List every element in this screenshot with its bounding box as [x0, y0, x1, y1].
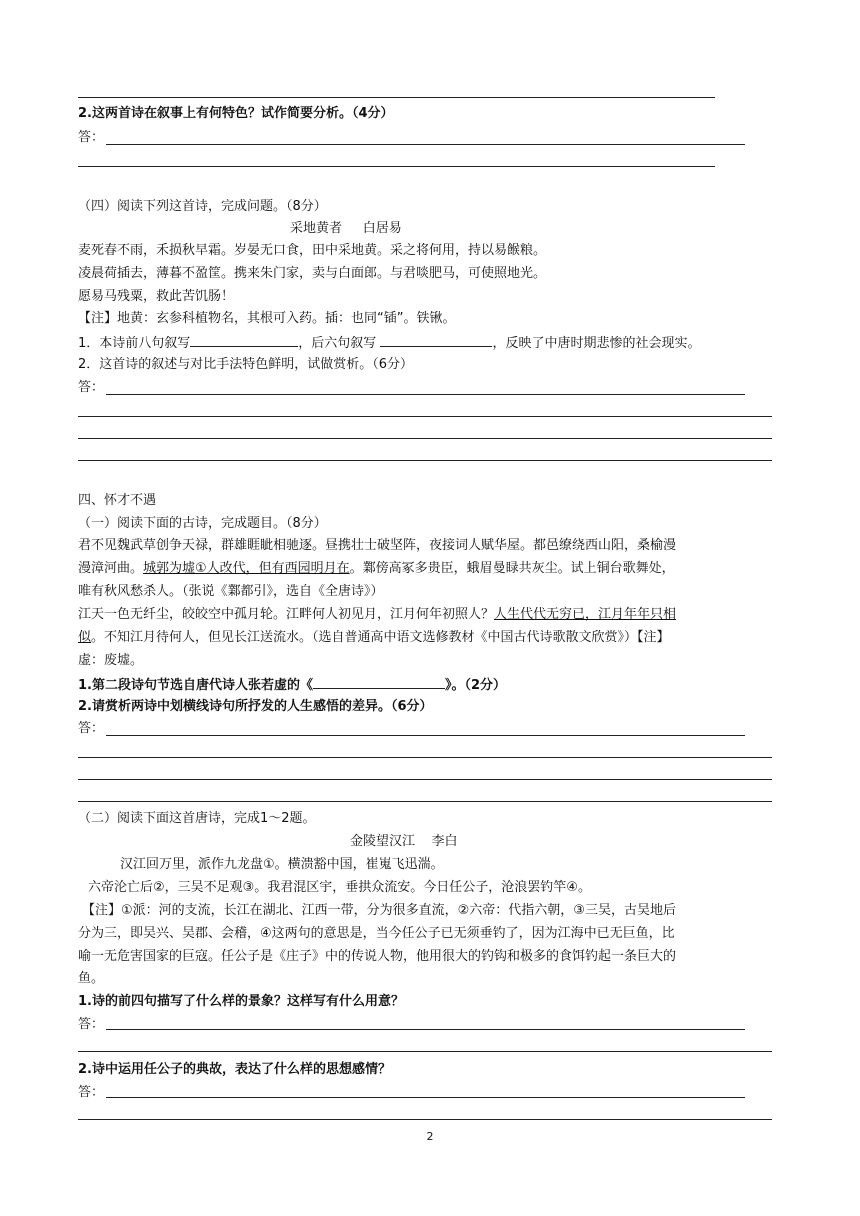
question-1-part-a: 1．本诗前八句叙写: [78, 336, 191, 351]
fill-blank[interactable]: [313, 676, 445, 689]
question-1-part-b: ，后六句叙写: [298, 336, 377, 351]
poem-note: 分为三，即吴兴、吴郡、会稽，④这两句的意思是，当今任公子已无须垂钓了，因为江海中已无巨鱼，比: [78, 926, 675, 941]
question-1-fill: [78, 334, 700, 352]
answer-line: [106, 735, 745, 736]
question-2: 2．这首诗的叙述与对比手法特色鲜明，试做赏析。（6分）: [78, 357, 414, 372]
question-1-part-c: ，反映了中唐时期悲惨的社会现实。: [492, 336, 701, 351]
poem-text-line: [78, 630, 670, 646]
answer-line: [78, 97, 715, 98]
answer-line: [78, 757, 772, 758]
answer-label: 答：: [78, 721, 105, 736]
text-segment: 漫漳河曲。: [78, 561, 144, 576]
text-segment: 江天一色无纤尘，皎皎空中孤月轮。江畔何人初见月，江月何年初照人？: [78, 607, 495, 622]
text-segment: 。不知江月待何人，但见长江送流水。（选自普通高中语文选修教材《中国古代诗歌散文欣赏》）【注】: [91, 630, 670, 645]
answer-line: [78, 1051, 772, 1052]
question-2: 2.诗中运用任公子的典故，表达了什么样的思想感情？: [78, 1062, 391, 1077]
answer-label: 答：: [78, 1017, 105, 1032]
page-number: 2: [426, 1130, 434, 1143]
fill-blank[interactable]: [380, 334, 492, 347]
poem-text-line: 君不见魏武草创争天禄，群雄睚眦相驰逐。昼携壮士破坚阵，夜接词人赋华屋。都邑缭绕西山阳，桑榆漫: [78, 538, 677, 553]
question-1-fill: [78, 676, 506, 694]
poem-note: 【注】①派：河的支流，长江在湖北、江西一带，分为很多直流，②六帝：代指六朝，③三吴，古吴地后: [82, 903, 676, 918]
answer-label: 答：: [78, 380, 105, 395]
answer-label: 答：: [78, 1085, 105, 1100]
poem-author: 李白: [431, 834, 458, 849]
answer-line: [78, 460, 772, 461]
fill-blank[interactable]: [190, 334, 298, 347]
answer-line: [78, 801, 772, 802]
subsection-heading: （一）阅读下面的古诗，完成题目。（8分）: [78, 516, 327, 531]
question-2: 2.请赏析两诗中划横线诗句所抒发的人生感悟的差异。（6分）: [78, 699, 433, 714]
question-1: 1.诗的前四句描写了什么样的景象？这样写有什么用意？: [78, 994, 404, 1009]
underlined-verse: 人生代代无穷已，江月年年只相: [494, 607, 677, 622]
subsection-heading: （二）阅读下面这首唐诗，完成1～2题。: [78, 811, 316, 826]
poem-note: 喻一无危害国家的巨寇。任公子是《庄子》中的传说人物，他用很大的钓钩和极多的食饵钓起一条巨大的: [78, 949, 677, 964]
underlined-verse: 城郭为墟①人改代，但有西园明月在: [143, 561, 350, 576]
poem-line: 汉江回万里，派作九龙盘①。横溃豁中国，崔嵬飞迅湍。: [120, 857, 444, 872]
answer-label: 答：: [78, 130, 105, 145]
poem-line: 麦死春不雨，禾损秋早霜。岁晏无口食，田中采地黄。采之将何用，持以易餱粮。: [78, 243, 547, 258]
poem-title: [350, 834, 458, 850]
poem-text-line: 虚：废墟。: [78, 653, 144, 668]
poem-line: 愿易马残粟，救此苦饥肠！: [78, 289, 235, 304]
poem-author: 白居易: [362, 221, 402, 236]
answer-line: [106, 394, 745, 395]
answer-line: [106, 1029, 745, 1030]
poem-note: 鱼。: [78, 971, 105, 986]
poem-text-line: 唯有秋风愁杀人。（张说《鄴都引》，选自《全唐诗》）: [78, 584, 384, 599]
text-segment: 。鄴傍高冢多贵臣，蛾眉曼睩共灰尘。试上铜台歌舞处，: [349, 561, 675, 576]
poem-note: 【注】地黄：玄参科植物名，其根可入药。插：也同“锸”。铁锹。: [78, 311, 456, 326]
poem-text-line: [78, 607, 676, 623]
answer-line: [78, 416, 772, 417]
poem-title: [290, 221, 402, 237]
answer-line: [78, 438, 772, 439]
question-part-a: 1.第二段诗句节选自唐代诗人张若虚的《: [78, 678, 313, 693]
answer-line: [106, 1097, 745, 1098]
poem-title-text: 金陵望汉江: [350, 834, 416, 849]
poem-line: 六帝沦亡后②，三吴不足观③。我君混区宇，垂拱众流安。今日任公子，沧浪罢钓竿④。: [88, 880, 591, 895]
answer-line: [106, 144, 745, 145]
question-part-b: 》。（2分）: [444, 678, 507, 693]
poem-title-text: 采地黄者: [290, 221, 343, 236]
answer-line: [78, 779, 772, 780]
answer-line: [78, 166, 715, 167]
poem-line: 凌晨荷插去，薄暮不盈筐。携来朱门家，卖与白面郎。与君啖肥马，可使照地光。: [78, 266, 547, 281]
underlined-verse: 似: [78, 630, 92, 645]
section-heading: （四）阅读下列这首诗，完成问题。（8分）: [78, 199, 327, 214]
question-2-narrative: 2.这两首诗在叙事上有何特色？试作简要分析。（4分）: [78, 106, 394, 121]
poem-text-line: [78, 561, 675, 577]
section-title: 四、怀才不遇: [78, 493, 157, 508]
answer-line: [78, 1119, 772, 1120]
